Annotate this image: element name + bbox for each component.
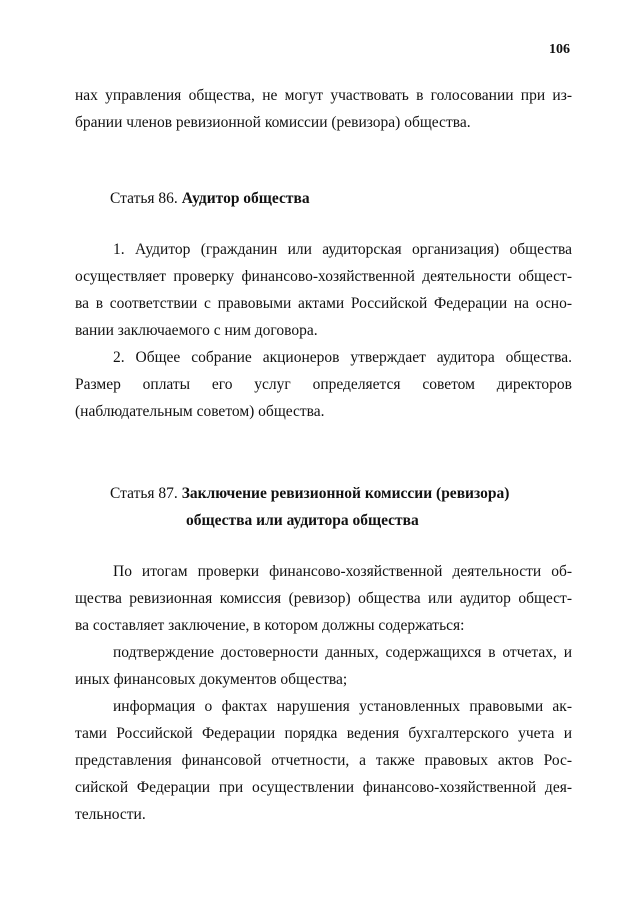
article-86-heading xyxy=(110,189,310,209)
article-87-p3-line-3: представления финансовой отчетности, а также правовых актов Рос- xyxy=(75,752,572,769)
article-86-p2-line-3: (наблюдательным советом) общества. xyxy=(75,403,325,420)
article-86-p2-line-1: 2. Общее собрание акционеров утверждает аудитора общества. xyxy=(113,349,572,366)
article-87-p3-line-2: тами Российской Федерации порядка ведения бухгалтерского учета и xyxy=(75,725,572,742)
page-number: 106 xyxy=(549,42,570,57)
article-86-p1-line-1: 1. Аудитор (гражданин или аудиторская организация) общества xyxy=(113,241,572,258)
article-87-title-line-1: Заключение ревизионной комиссии (ревизора) xyxy=(181,485,510,502)
intro-line-1: нах управления общества, не могут участвовать в голосовании при из- xyxy=(75,87,572,104)
article-87-label: Статья 87. xyxy=(110,485,178,502)
article-86-label: Статья 86. xyxy=(110,190,178,207)
article-87-p3-line-5: тельности. xyxy=(75,806,146,823)
article-87-p3-line-1: информация о фактах нарушения установленных правовыми ак- xyxy=(113,698,572,715)
article-87-p1-line-3: ва составляет заключение, в котором должны содержаться: xyxy=(75,617,465,634)
article-87-p1-line-2: щества ревизионная комиссия (ревизор) общества или аудитор общест- xyxy=(75,590,572,607)
article-87-p2-line-1: подтверждение достоверности данных, содержащихся в отчетах, и xyxy=(113,644,572,661)
article-86-p1-line-2: осуществляет проверку финансово-хозяйственной деятельности общест- xyxy=(75,268,572,285)
article-87-p2-line-2: иных финансовых документов общества; xyxy=(75,671,348,688)
article-86-p2-line-2: Размер оплаты его услуг определяется советом директоров xyxy=(75,376,572,393)
article-86-title: Аудитор общества xyxy=(181,190,310,207)
article-87-p3-line-4: сийской Федерации при осуществлении финансово-хозяйственной дея- xyxy=(75,779,572,796)
article-86-p1-line-3: ва в соответствии с правовыми актами Российской Федерации на осно- xyxy=(75,295,572,312)
article-87-heading-line-1 xyxy=(110,484,509,504)
article-87-p1-line-1: По итогам проверки финансово-хозяйственной деятельности об- xyxy=(113,563,572,580)
intro-line-2: брании членов ревизионной комиссии (ревизора) общества. xyxy=(75,114,471,131)
article-87-title-line-2: общества или аудитора общества xyxy=(186,512,419,529)
article-87-heading-line-2 xyxy=(186,511,419,531)
article-86-p1-line-4: вании заключаемого с ним договора. xyxy=(75,322,318,339)
